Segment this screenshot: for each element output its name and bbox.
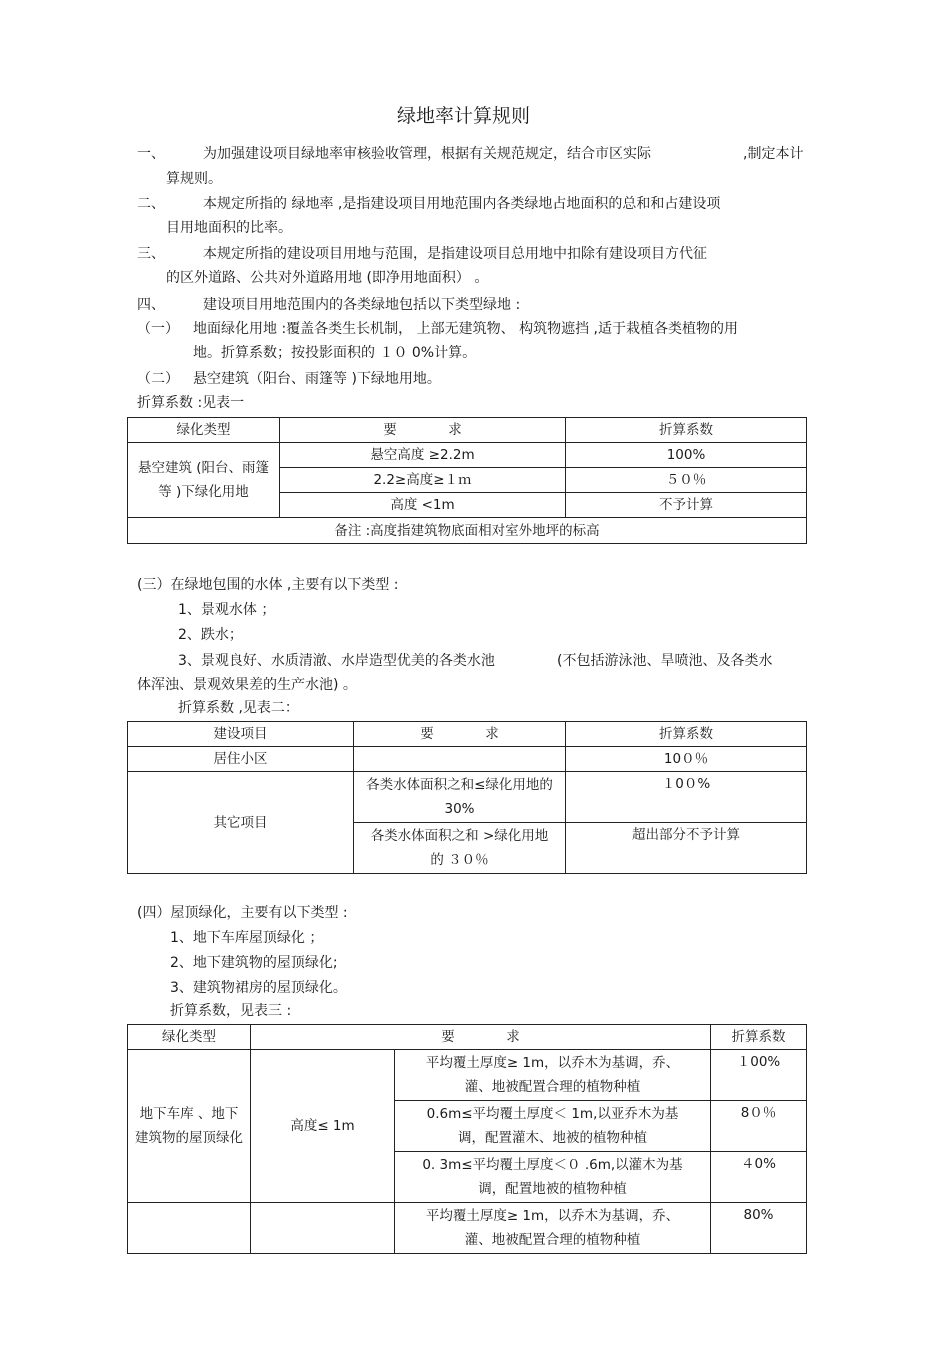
table-3-req: 0. 3m≤平均覆土厚度＜０ .6m,以灌木为基调，配置地被的植物种植 (395, 1152, 711, 1203)
table-2-req (354, 747, 566, 772)
table-2-caption: 折算系数 ,见表二： (178, 700, 299, 716)
clause-4-number: 四、 (137, 297, 165, 313)
clause-2-number: 二、 (137, 196, 165, 212)
table-1-caption: 折算系数 :见表一 (137, 395, 245, 411)
table-3-coef: ４0% (711, 1152, 807, 1203)
table-1-req: 2.2≥高度≥１ｍ (280, 468, 566, 493)
subclause-2-text: 悬空建筑（阳台、雨篷等 )下绿地用地。 (193, 371, 441, 387)
table-2-req: 各类水体面积之和 >绿化用地的 ３０％ (354, 823, 566, 874)
subclause-1-text: 地面绿化用地 :覆盖各类生长机制， 上部无建筑物、 构筑物遮挡 ,适于栽植各类植物的用 (193, 321, 738, 337)
table-3-header-type: 绿化类型 (128, 1025, 251, 1050)
table-2-header-coef: 折算系数 (566, 722, 807, 747)
table-2-coef: 超出部分不予计算 (566, 823, 807, 874)
clause-4-text: 建设项目用地范围内的各类绿地包括以下类型绿地 : (203, 297, 521, 313)
section-4-item-2: 2、地下建筑物的屋顶绿化; (170, 955, 338, 971)
table-2-req: 各类水体面积之和≤绿化用地的 30% (354, 772, 566, 823)
table-2-header-project: 建设项目 (128, 722, 354, 747)
table-2 (127, 721, 807, 874)
section-3-heading: (三）在绿地包围的水体 ,主要有以下类型 : (137, 577, 399, 593)
section-4-item-3: 3、建筑物裙房的屋顶绿化。 (170, 980, 347, 996)
clause-3-text-cont: 的区外道路、公共对外道路用地 (即净用地面积） 。 (166, 270, 489, 286)
section-3-item-3: 3、景观良好、水质清澈、水岸造型优美的各类水池 (178, 653, 495, 669)
table-3-type-cell: 地下车库 、地下建筑物的屋顶绿化 (128, 1050, 251, 1203)
table-1-header-coef: 折算系数 (566, 418, 807, 443)
table-3-req: 0.6m≤平均覆土厚度＜ 1m,以亚乔木为基调，配置灌木、地被的植物种植 (395, 1101, 711, 1152)
clause-1-number: 一、 (137, 146, 165, 162)
section-4-heading: (四）屋顶绿化，主要有以下类型 : (137, 905, 348, 921)
table-1-coef: ５０％ (566, 468, 807, 493)
clause-2-text: 本规定所指的 绿地率 ,是指建设项目用地范围内各类绿地占地面积的总和和占建设项 (203, 196, 721, 212)
section-4-item-1: 1、地下车库屋顶绿化 ； (170, 930, 324, 946)
table-1-note: 备注 :高度指建筑物底面相对室外地坪的标高 (128, 518, 807, 544)
table-3-caption: 折算系数，见表三 : (170, 1003, 292, 1019)
section-3-item-3-paren: (不包括游泳池、旱喷池、及各类水 (557, 653, 773, 669)
table-3-header-req: 要 求 (251, 1025, 711, 1050)
table-1-type-cell: 悬空建筑 (阳台、雨篷等 )下绿化用地 (128, 443, 280, 518)
table-2-header-req: 要 求 (354, 722, 566, 747)
table-3-req: 平均覆土厚度≥ 1m，以乔木为基调，乔、灌、地被配置合理的植物种植 (395, 1050, 711, 1101)
table-2-coef: 10０％ (566, 747, 807, 772)
table-1-coef: 100% (566, 443, 807, 468)
table-1-header-req: 要 求 (280, 418, 566, 443)
table-3-coef: １00% (711, 1050, 807, 1101)
clause-1-text: 为加强建设项目绿地率审核验收管理，根据有关规范规定，结合市区实际 (203, 146, 651, 162)
table-1-req: 悬空高度 ≥2.2m (280, 443, 566, 468)
table-3 (127, 1024, 807, 1254)
clause-2-text-cont: 目用地面积的比率。 (166, 220, 292, 236)
table-3-height-empty (251, 1203, 395, 1254)
table-2-project-other: 其它项目 (128, 772, 354, 874)
table-3-coef: 80% (711, 1203, 807, 1254)
section-3-item-3-cont: 体浑浊、景观效果差的生产水池) 。 (137, 677, 357, 693)
table-3-req: 平均覆土厚度≥ 1m，以乔木为基调，乔、灌、地被配置合理的植物种植 (395, 1203, 711, 1254)
table-2-coef: １0０% (566, 772, 807, 823)
page-title: 绿地率计算规则 (397, 105, 531, 127)
table-1-header-type: 绿化类型 (128, 418, 280, 443)
table-2-project-residential: 居住小区 (128, 747, 354, 772)
table-3-type-empty (128, 1203, 251, 1254)
table-1-req: 高度 <1m (280, 493, 566, 518)
table-3-header-coef: 折算系数 (711, 1025, 807, 1050)
clause-3-number: 三、 (137, 246, 165, 262)
clause-1-text-cont: 算规则。 (166, 171, 222, 187)
clause-3-text: 本规定所指的建设项目用地与范围，是指建设项目总用地中扣除有建设项目方代征 (203, 246, 707, 262)
table-3-height-cell: 高度≤ 1m (251, 1050, 395, 1203)
section-3-item-2: 2、跌水； (178, 627, 243, 643)
section-3-item-1: 1、景观水体 ； (178, 602, 276, 618)
subclause-1-text-cont: 地。折算系数；按投影面积的 １０ 0%计算。 (193, 345, 477, 361)
clause-1-text-end: ,制定本计 (743, 146, 804, 162)
subclause-2-number: （二） (137, 371, 179, 387)
subclause-1-number: （一） (137, 321, 179, 337)
table-1-coef: 不予计算 (566, 493, 807, 518)
table-1 (127, 417, 807, 544)
table-3-coef: 8０％ (711, 1101, 807, 1152)
